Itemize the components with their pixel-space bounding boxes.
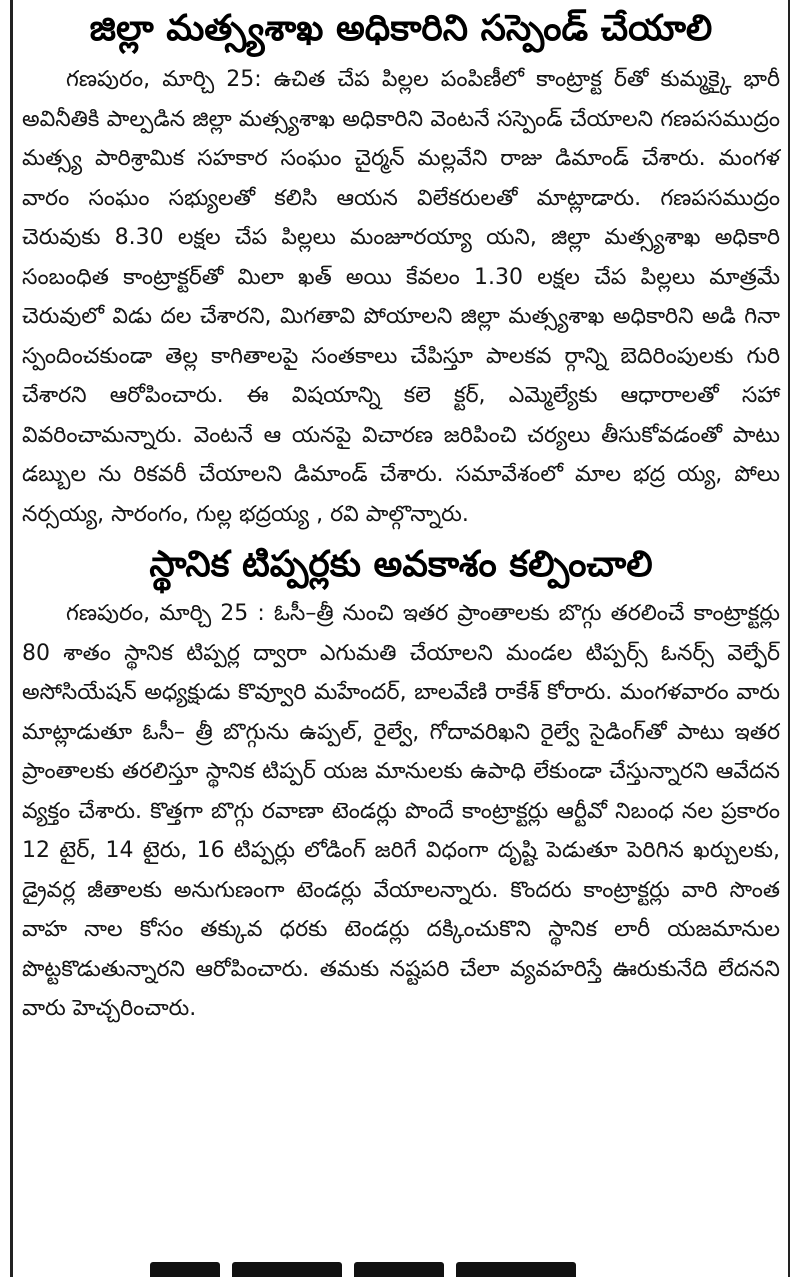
article-headline: జిల్లా మత్స్యశాఖ అధికారిని సస్పెండ్ చేయాలి — [89, 8, 713, 49]
column-border-left — [10, 0, 13, 1277]
article-headline: స్థానిక టిప్పర్లకు అవకాశం కల్పించాలి — [149, 544, 653, 585]
cut-off-next-headline — [150, 1262, 630, 1277]
article-local-tippers — [22, 536, 780, 1029]
article-fisheries-officer — [22, 0, 780, 534]
article-body: గణపురం, మార్చి 25: ఉచిత చేప పిల్లల పంపిణీలో కాంట్రాక్ట ర్‌తో కుమ్మక్కై భారీ అవినీతికి పాల్పడిన జిల్లా మత్స్యశాఖ అధికారిని వెంటనే సస్పెండ్ చేయాలని గణపసముద్రం మత్స్య పారిశ్రామిక సహకార సంఘం చైర్మన్ మల్లవేని రాజు డిమాండ్ చేశారు. మంగళ వారం సంఘం సభ్యులతో కలిసి ఆయన విలేకరులతో మాట్లాడారు. గణపసముద్రం చెరువుకు 8.30 లక్షల చేప పిల్లలు మంజూరయ్యా యని, జిల్లా మత్స్యశాఖ అధికారి సంబంధిత కాంట్రాక్టర్‌తో మిలా ఖత్ అయి కేవలం 1.30 లక్షల చేప పిల్లలు మాత్రమే చెరువులో విడు దల చేశారని, మిగతావి పోయాలని జిల్లా మత్స్యశాఖ అధికారిని అడి గినా స్పందించకుండా తెల్ల కాగితాలపై సంతకాలు చేపిస్తూ పాలకవ ర్గాన్ని బెదిరింపులకు గురి చేశారని ఆరోపించారు. ఈ విషయాన్ని కలె క్టర్, ఎమ్మెల్యేకు ఆధారాలతో సహా వివరించామన్నారు. వెంటనే ఆ యనపై విచారణ జరిపించి చర్యలు తీసుకోవడంతో పాటు డబ్బుల ను రికవరీ చేయాలని డిమాండ్ చేశారు. సమావేశంలో మాల భద్ర య్య, పోలు నర్సయ్య, సారంగం, గుల్ల భద్రయ్య , రవి పాల్గొన్నారు. — [22, 67, 780, 527]
article-body: గణపురం, మార్చి 25 : ఓసీ–త్రీ నుంచి ఇతర ప్రాంతాలకు బొగ్గు తరలించే కాంట్రాక్టర్లు 80 శాతం స్థానిక టిప్పర్ల ద్వారా ఎగుమతి చేయాలని మండల టిప్పర్స్ ఓనర్స్ వెల్ఫేర్ అసోసియేషన్ అధ్యక్షుడు కొవ్వూరి మహేందర్, బాలవేణి రాకేశ్ కోరారు. మంగళవారం వారు మాట్లాడుతూ ఓసీ– త్రీ బొగ్గును ఉప్పల్, రైల్వే, గోదావరిఖని రైల్వే సైడింగ్‌తో పాటు ఇతర ప్రాంతాలకు తరలిస్తూ స్థానిక టిప్పర్ యజ మానులకు ఉపాధి లేకుండా చేస్తున్నారని ఆవేదన వ్యక్తం చేశారు. కొత్తగా బొగ్గు రవాణా టెండర్లు పొందే కాంట్రాక్టర్లు ఆర్టీవో నిబంధ నల ప్రకారం 12 టైర్, 14 టైరు, 16 టిప్పర్లు లోడింగ్ జరిగే విధంగా దృష్టి పెడుతూ పెరిగిన ఖర్చులకు, డ్రైవర్ల జీతాలకు అనుగుణంగా టెండర్లు వేయాలన్నారు. కొందరు కాంట్రాక్టర్లు వారి సొంత వాహ నాల కోసం తక్కువ ధరకు టెండర్లు దక్కించుకొని స్థానిక లారీ యజమానుల పొట్టకొడుతున్నారని ఆరోపించారు. తమకు నష్టపరి చేలా వ్యవహరిస్తే ఊరుకునేది లేదనని వారు హెచ్చరించారు. — [22, 601, 780, 1021]
newspaper-clipping — [22, 0, 780, 1029]
column-border-right — [788, 0, 790, 1277]
